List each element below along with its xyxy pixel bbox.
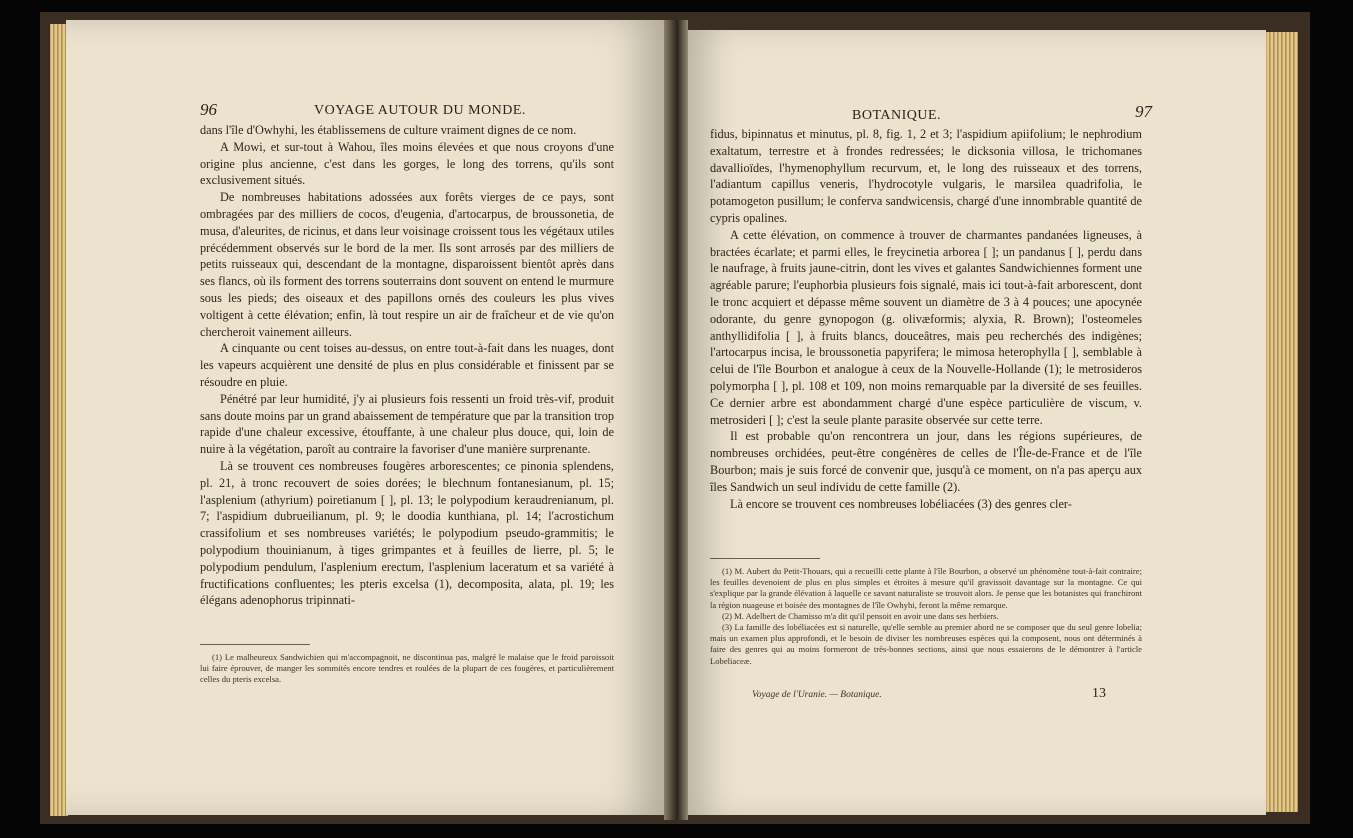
left-body-text <box>200 122 614 609</box>
paragraph: Là encore se trouvent ces nombreuses lobéliacées (3) des genres cler- <box>730 496 1072 511</box>
left-page <box>66 20 672 815</box>
footnote: (1) M. Aubert du Petit-Thouars, qui a recueilli cette plante à l'île Bourbon, a observé un phénomène tout-à-fait contraire; les feuilles devenoient de plus en plus simples et étroites à mesure qu'il gravissoit davantage sur la montagne. Ce qui s'explique par la grande élévation à laquelle ce savant naturaliste se trouvoit alors. Je pense que les botanistes qui franchiront la région nuageuse et boisée des montagnes de l'île Owhyhi, feront la même remarque. <box>710 566 1142 610</box>
page-number-left: 96 <box>200 100 217 119</box>
footnote: (2) M. Adelbert de Chamisso m'a dit qu'il pensoit en avoir une dans ses herbiers. <box>722 610 999 621</box>
paragraph: Là se trouvent ces nombreuses fougères arborescentes; ce pinonia splendens, pl. 21, à tronc recouvert de soies dorées; le blechnum fontanesianum, pl. 15; l'asplenium (athyrium) poiretianum [ ], pl. 13; le polypodium keraudrenianum, pl. 7; l'aspidium dubrueilianum, pl. 9; le doodia kunthiana, pl. 14; l'acrostichum crassifolium et ses nombreuses variétés; le polypodium pseudo-grammitis; le polypodium thouinianum, à tiges grimpantes et à feuilles de lierre, pl. 5; le polypodium pendulum, l'asplenium erectum, l'asplenium laceratum et sa variété à fructifications confluentes; les pteris excelsa (1), decomposita, alata, pl. 19; les élégans adenophorus tripinnati- <box>200 458 614 608</box>
paragraph: A cette élévation, on commence à trouver de charmantes pandanées ligneuses, à bractées écarlate; et parmi elles, le freycinetia arborea [ ]; un pandanus [ ], perdu dans le naufrage, à fruits jaune-citrin, dont les vives et galantes Sandwichiennes forment une agréable parure; l'euphorbia plusieurs fois signalé, mais ici tout-à-fait arborescent, dont le tronc acquiert et dépasse même souvent un diamètre de 3 à 4 pouces; une apocynée odorante, du genre gynopogon (g. olivæformis; alyxia, R. Brown); l'osteomeles anthyllidifolia [ ], à fruits blancs, douceâtres, mais peu recherchés des indigènes; l'artocarpus incisa, le broussonetia papyrifera; le mimosa heterophylla [ ], semblable à celui de l'île Bourbon et analogue à ceux de la Nouvelle-Hollande (1); le metrosideros polymorpha [ ], pl. 108 et 109, non moins remarquable par la diversité de ses feuilles. Ce dernier arbre est abondamment chargé d'une espèce particulière de viscum, v. metrosideri [ ]; c'est la seule plante parasite observée sur cette terre. <box>710 227 1142 427</box>
paragraph: Il est probable qu'on rencontrera un jour, dans les régions supérieures, de nombreuses orchidées, peut-être congénères de celles de l'Île-de-France et de l'île Bourbon; mais je suis forcé de convenir que, jusqu'à ce moment, on n'a pas aperçu aux îles Sandwich un seul individu de cette famille (2). <box>710 429 1142 494</box>
footnote: (3) La famille des lobéliacées est si naturelle, qu'elle semble au premier abord ne se composer que du seul genre lobelia; mais un examen plus approfondi, et le besoin de diviser les nombreuses espèces qui la composent, nous ont déterminés à faire des genres qui au moins formeront de très-bonnes sections, ainsi que nous essaierons de le démontrer à l'article Lobeliaceæ. <box>710 622 1142 666</box>
right-page-edges <box>1262 32 1298 812</box>
paragraph: Pénétré par leur humidité, j'y ai plusieurs fois ressenti un froid très-vif, produit sans doute moins par un grand abaissement de température que par la transition trop rapide d'une chaleur excessive, étouffante, à une chaleur plus douce, qui, loin de nuire à la végétation, paroît au contraire la favoriser d'une manière surprenante. <box>200 391 614 457</box>
paragraph: fidus, bipinnatus et minutus, pl. 8, fig. 1, 2 et 3; l'aspidium apiifolium; le nephrodium exaltatum, terrestre et à frondes redressées; le dicksonia villosa, le trichomanes davallioïdes, l'hymenophyllum recurvum, et, le long des ruisseaux et des torrens, l'adiantum capillus veneris, l'hydrocotyle vulgaris, le marsilea quadrifolia, le potamogeton pusillum; le conferva sandwicensis, chargé d'une innombrable quantité de cypris opalines. <box>710 127 1142 225</box>
paragraph: A Mowi, et sur-tout à Wahou, îles moins élevées et que nous croyons d'une origine plus ancienne, c'est dans les gorges, le long des torrens, qu'ils sont exclusivement situés. <box>200 139 614 188</box>
paragraph: A cinquante ou cent toises au-dessus, on entre tout-à-fait dans les nuages, dont les vapeurs acquièrent une densité de plus en plus considérable et finissent par se résoudre en pluie. <box>200 341 614 389</box>
paragraph: De nombreuses habitations adossées aux forêts vierges de ce pays, sont ombragées par des milliers de cocos, d'eugenia, d'artocarpus, de broussonetia, de musa, d'aleurites, de ricinus, et dans leur voisinage croissent tous les végétaux utiles précédemment observés sur le bord de la mer. Ils sont arrosés par des milliers de petits ruisseaux qui, descendant de la montagne, disparoissent bientôt après dans ses flancs, où ils forment des torrens souterrains dont souvent on entend le murmure sous les pieds; des oiseaux et des papillons ornés des couleurs les plus vives voltigent à cette élévation; enfin, là tout respire un air de fraîcheur et de vie qu'on chercheroit vainement ailleurs. <box>200 190 614 339</box>
right-page <box>680 30 1266 815</box>
running-head-right: BOTANIQUE. <box>852 108 942 123</box>
book-gutter <box>664 20 688 820</box>
paragraph: dans l'île d'Owhyhi, les établissemens de culture vraiment dignes de ce nom. <box>200 123 577 137</box>
footnote-rule <box>200 644 310 645</box>
signature-mark: 13 <box>1092 686 1106 701</box>
right-body-text <box>710 126 1142 512</box>
footnote: (1) Le malheureux Sandwichien qui m'accompagnoit, ne discontinua pas, malgré le malaise que le froid paroissoit lui faire éprouver, de manger les sommités encore tendres et roulées de la plupart de ces fougères, et particulièrement celles du pteris excelsa. <box>200 652 614 685</box>
footnote-rule <box>710 558 820 559</box>
left-footnotes <box>200 652 614 686</box>
running-head-left: VOYAGE AUTOUR DU MONDE. <box>314 103 526 118</box>
right-footnotes <box>710 566 1142 667</box>
page-number-right: 97 <box>1135 102 1152 121</box>
signature-line: Voyage de l'Uranie. — Botanique. <box>752 690 882 700</box>
